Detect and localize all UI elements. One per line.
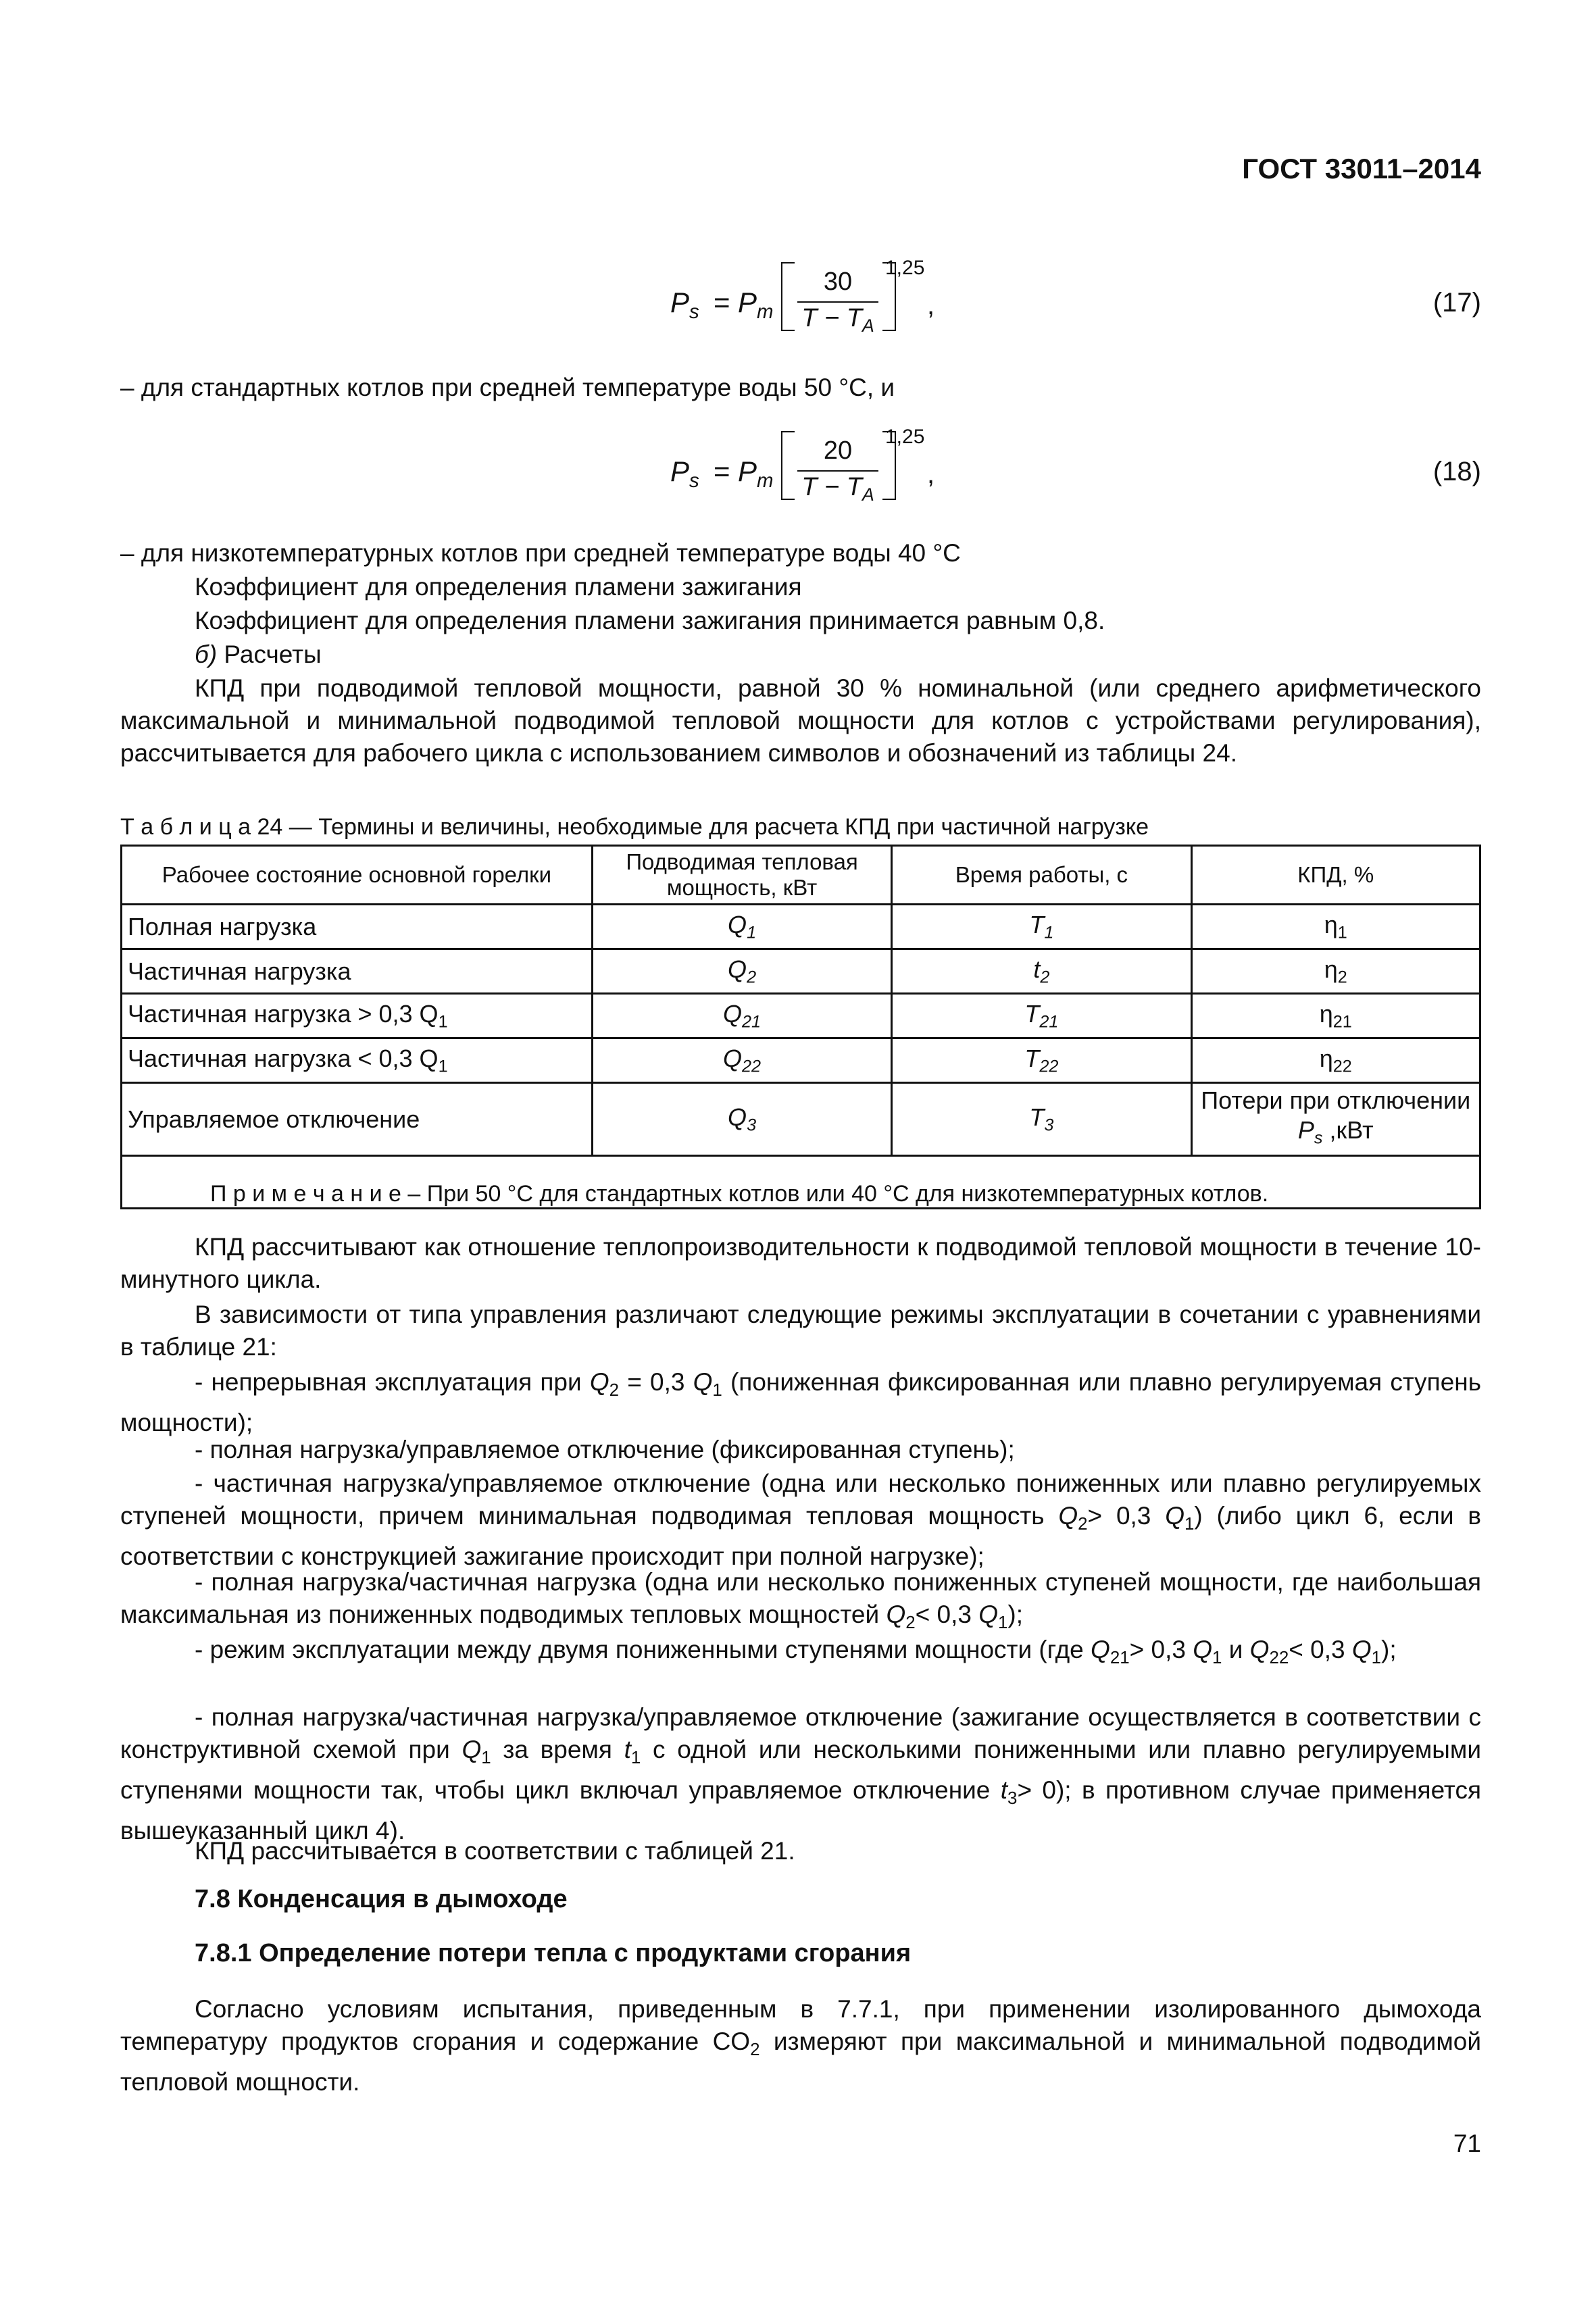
- equation-17: [0, 243, 1596, 351]
- table-note: П р и м е ч а н и е – При 50 °С для стандартных котлов или 40 °С для низкотемпературных котлов.: [122, 1156, 1480, 1209]
- power-cell: $Q_2$: [592, 949, 891, 994]
- list-item-full-partial-shutdown: - полная нагрузка/частичная нагрузка/управляемое отключение (зажигание осуществляется в соответствии с конструктивной схемой при $Q_1$ за время $t_1$ с одной или несколькими пониженными или плавно регулируемыми ступенями мощности так, чтобы цикл включал управляемое отключение $t_3> 0$); в противном случае применяется вышеуказанный цикл 4).: [120, 1703, 1481, 1844]
- document-code: ГОСТ 33011–2014: [1242, 153, 1481, 184]
- fraction-bar: [797, 301, 878, 303]
- eq-coef: $P_m$: [738, 455, 774, 492]
- eq-denominator: $T - T_A$: [801, 304, 874, 336]
- time-cell: $T_{22}$: [892, 1038, 1191, 1083]
- eq-denominator: $T - T_A$: [801, 473, 874, 505]
- time-cell: $T_3$: [892, 1083, 1191, 1156]
- text-after-eq18: – для низкотемпературных котлов при средней температуре воды 40 °С: [120, 539, 961, 567]
- coef-heading: Коэффициент для определения пламени зажигания: [195, 573, 802, 601]
- left-bracket: [781, 431, 795, 500]
- table-row: [122, 1038, 1480, 1083]
- eq-numerator: 30: [823, 268, 853, 296]
- table-header-cell: Время работы, с: [892, 846, 1191, 905]
- list-item-partial-shutdown: - частичная нагрузка/управляемое отключение (одна или несколько пониженных или плавно регулируемых ступеней мощности, причем минимальная подводимая тепловая мощность $Q_2> 0,3$ $Q_1$) (либо цикл 6, если в соответствии с конструкцией зажигание происходит при полной нагрузке);: [120, 1469, 1481, 1570]
- state-cell: Полная нагрузка: [122, 905, 593, 949]
- left-bracket: [781, 262, 795, 331]
- eq-coef: $P_m$: [738, 286, 774, 323]
- paragraph-kpd: КПД при подводимой тепловой мощности, равной 30 % номинальной (или среднего арифметического максимальной и минимальной подводимой тепловой мощности для котлов с устройствами регулирования), рассчитывается для рабочего цикла с использованием символов и обозначений из таблицы 24.: [120, 674, 1481, 767]
- state-cell: Частичная нагрузка: [122, 949, 593, 994]
- table-row: [122, 1083, 1480, 1156]
- time-cell: $t_2$: [892, 949, 1191, 994]
- power-cell: $Q_{21}$: [592, 994, 891, 1038]
- table-note-row: [122, 1156, 1480, 1209]
- eq-lhs: $P_s$: [670, 455, 699, 492]
- eq-numerator: 20: [823, 436, 853, 465]
- list-item-full-partial: - полная нагрузка/частичная нагрузка (одна или несколько пониженных ступеней мощности, где наибольшая максимальная из пониженных подводимых тепловых мощностей $Q_2< 0,3$ $Q_1$);: [120, 1568, 1481, 1632]
- table-row: [122, 949, 1480, 994]
- section-heading-7-8: 7.8 Конденсация в дымоходе: [195, 1885, 568, 1913]
- power-cell: $Q_1$: [592, 905, 891, 949]
- equation-number: (18): [1432, 457, 1481, 486]
- table-header-cell: КПД, %: [1191, 846, 1480, 905]
- power-cell: $Q_{22}$: [592, 1038, 891, 1083]
- eq-exponent: 1,25: [885, 257, 925, 279]
- eq-equals: =: [714, 286, 730, 318]
- eq-exponent: 1,25: [885, 426, 925, 448]
- efficiency-cell: $\eta_{21}$: [1191, 994, 1480, 1038]
- eq-lhs: $P_s$: [670, 286, 699, 323]
- eq-comma: ,: [927, 291, 935, 320]
- fraction-bar: [797, 470, 878, 472]
- paragraph: КПД рассчитывают как отношение теплопроизводительности к подводимой тепловой мощности в течение 10-минутного цикла.: [120, 1233, 1481, 1293]
- efficiency-cell: Потери при отключении $P_s$ ,кВт: [1191, 1083, 1480, 1156]
- power-cell: $Q_3$: [592, 1083, 891, 1156]
- state-cell: Управляемое отключение: [122, 1083, 593, 1156]
- efficiency-cell: $\eta_{22}$: [1191, 1038, 1480, 1083]
- table-24: [120, 845, 1481, 1209]
- table-header-cell: Подводимая тепловая мощность, кВт: [592, 846, 891, 905]
- table-header-cell: Рабочее состояние основной горелки: [122, 846, 593, 905]
- equation-18: [0, 412, 1596, 520]
- state-cell: Частичная нагрузка < 0,3 $Q_1$: [122, 1038, 593, 1083]
- section-b-title: б) Расчеты: [195, 640, 322, 668]
- state-cell: Частичная нагрузка > 0,3 $Q_1$: [122, 994, 593, 1038]
- list-item-continuous: - непрерывная эксплуатация при $Q_2 = 0,3$ $Q_1$ (пониженная фиксированная или плавно регулируемая ступень мощности);: [120, 1368, 1481, 1436]
- equation-number: (17): [1432, 288, 1481, 318]
- paragraph: В зависимости от типа управления различают следующие режимы эксплуатации в сочетании с уравнениями в таблице 21:: [120, 1301, 1481, 1361]
- paragraph-last: Согласно условиям испытания, приведенным в 7.7.1, при применении изолированного дымохода температуру продуктов сгорания и содержание $CO_2$ измеряют при максимальной и минимальной подводимой тепловой мощности.: [120, 1995, 1482, 2096]
- page-number: 71: [1453, 2130, 1481, 2157]
- text-after-eq17: – для стандартных котлов при средней температуре воды 50 °С, и: [120, 374, 895, 401]
- table-row: [122, 994, 1480, 1038]
- coef-value: Коэффициент для определения пламени зажигания принимается равным 0,8.: [195, 607, 1105, 634]
- table-row: [122, 905, 1480, 949]
- eq-comma: ,: [927, 459, 935, 489]
- eq-equals: =: [714, 455, 730, 487]
- efficiency-cell: $\eta_2$: [1191, 949, 1480, 994]
- list-item: - полная нагрузка/управляемое отключение (фиксированная ступень);: [195, 1436, 1015, 1463]
- efficiency-cell: $\eta_1$: [1191, 905, 1480, 949]
- paragraph: КПД рассчитывается в соответствии с таблицей 21.: [195, 1837, 795, 1865]
- list-item-two-stages: - режим эксплуатации между двумя пониженными ступенями мощности (где $Q_{21}> 0,3$ $Q_1$ и $Q_{22}< 0,3$ $Q_1$);: [195, 1636, 1397, 1667]
- time-cell: $T_1$: [892, 905, 1191, 949]
- section-heading-7-8-1: 7.8.1 Определение потери тепла с продуктами сгорания: [195, 1939, 912, 1967]
- table-header-row: [122, 846, 1480, 905]
- table-caption: Т а б л и ц а 24 — Термины и величины, необходимые для расчета КПД при частичной нагрузке: [120, 814, 1149, 840]
- time-cell: $T_{21}$: [892, 994, 1191, 1038]
